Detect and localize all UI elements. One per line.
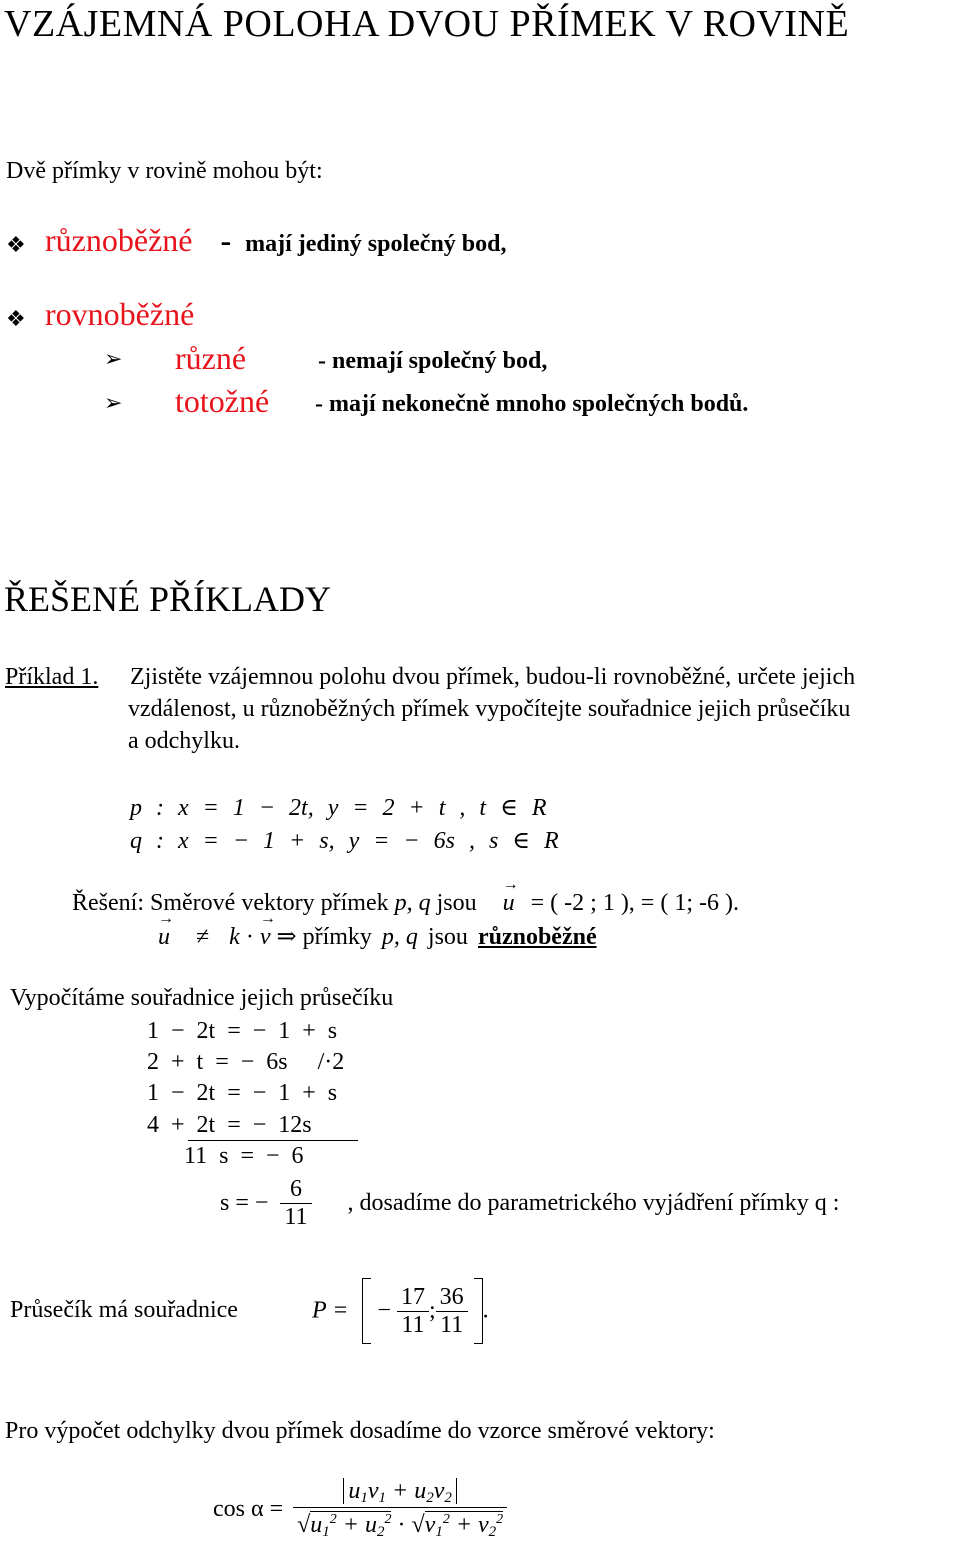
left-bracket	[362, 1278, 371, 1344]
point-y-numerator: 36	[436, 1284, 468, 1312]
desc-different: - nemají společný bod,	[318, 348, 548, 374]
vector-v: → v	[260, 924, 271, 951]
term-parallel: rovnoběžné	[45, 296, 195, 332]
term-different: různé	[175, 340, 247, 376]
term-identical: totožné	[175, 383, 270, 419]
case-dash: -	[220, 222, 232, 258]
arrow-bullet-icon: ➢	[104, 390, 123, 415]
example-label: Příklad 1.	[5, 664, 99, 690]
term-intersecting: různoběžné	[45, 222, 193, 258]
s-denominator: 11	[284, 1204, 308, 1230]
point-x-numerator: 17	[397, 1284, 429, 1312]
intersection-point	[312, 1278, 489, 1344]
vector-u: → u	[158, 924, 170, 951]
arrow-bullet-icon: ➢	[104, 346, 123, 371]
intro-text: Dvě přímky v rovině mohou být:	[6, 158, 323, 184]
primky-text: přímky	[302, 924, 372, 950]
case-desc-intersecting: mají jediný společný bod,	[245, 231, 507, 257]
calc-row-5: 11 s = − 6	[184, 1143, 304, 1169]
calc-row-4: 4 + 2t = − 12s	[147, 1112, 312, 1138]
s-comment: , dosadíme do parametrického vyjádření přímky q :	[347, 1190, 840, 1216]
lines-pq: p, q	[381, 924, 418, 950]
solution-jsou: jsou	[436, 890, 477, 916]
point-y-fraction	[436, 1284, 468, 1339]
cos-formula	[213, 1478, 507, 1541]
desc-identical: - mají nekonečně mnoho společných bodů.	[315, 391, 749, 417]
calc-row-1: 1 − 2t = − 1 + s	[147, 1018, 338, 1044]
point-end: .	[482, 1297, 489, 1324]
right-bracket	[474, 1278, 483, 1344]
example-text-line3: a odchylku.	[128, 728, 240, 754]
conclusion-result: různoběžné	[477, 924, 597, 950]
conclusion-jsou: jsou	[427, 924, 468, 950]
calc-row-2	[147, 1049, 344, 1076]
example-text-line1: Zjistěte vzájemnou polohu dvou přímek, budou-li rovnoběžné, určete jejich	[130, 664, 856, 690]
point-separator: ;	[428, 1297, 436, 1324]
cos-numerator: $u_1v_1 + u_2v_2$	[293, 1478, 507, 1508]
point-lhs: P =	[312, 1297, 349, 1324]
equation-line-q: q : x = − 1 + s, y = − 6s , s ∈ R	[130, 828, 559, 854]
angle-intro: Pro výpočet odchylky dvou přímek dosadíme do vzorce směrové vektory:	[5, 1418, 715, 1444]
diamond-bullet-icon: ❖	[6, 306, 26, 331]
lines-pq: p, q	[394, 890, 431, 916]
not-equal-symbol: ≠	[196, 924, 210, 950]
vector-u: → u	[503, 890, 515, 917]
solution-text: Směrové vektory přímek	[150, 890, 389, 916]
intersection-label: Průsečík má souřadnice	[10, 1297, 238, 1323]
vector-values: = ( -2 ; 1 ), = ( 1; -6 ).	[530, 890, 739, 916]
equation-line-p: p : x = 1 − 2t, y = 2 + t , t ∈ R	[130, 795, 547, 821]
section-heading: ŘEŠENÉ PŘÍKLADY	[4, 579, 332, 619]
case-item-intersecting	[45, 222, 507, 259]
solution-label: Řešení:	[72, 890, 144, 916]
point-y-denominator: 11	[440, 1311, 464, 1338]
s-fraction	[280, 1176, 311, 1231]
example-text-line2: vzdálenost, u různoběžných přímek vypočítejte souřadnice jejich průsečíku	[128, 696, 851, 722]
point-x-fraction	[397, 1284, 429, 1339]
s-lhs: s = −	[220, 1190, 269, 1216]
s-numerator: 6	[280, 1176, 311, 1204]
calc-row-2-note: /·2	[317, 1049, 345, 1075]
calc-row-3: 1 − 2t = − 1 + s	[147, 1080, 338, 1106]
calc-intro: Vypočítáme souřadnice jejich průsečíku	[10, 985, 394, 1011]
cos-fraction	[293, 1478, 507, 1541]
s-result	[220, 1176, 839, 1231]
dot-symbol: ·	[245, 924, 254, 950]
calc-row-2-eq: 2 + t = − 6s	[147, 1049, 288, 1075]
cos-lhs: cos α =	[213, 1496, 284, 1522]
implies-symbol: ⇒	[276, 924, 297, 950]
calc-divider	[188, 1140, 358, 1141]
cos-denominator: $√u_1^2 + u_2^2 \cdot √v_1^2 + v_2^2$	[297, 1512, 504, 1540]
page-title: VZÁJEMNÁ POLOHA DVOU PŘÍMEK V ROVINĚ	[4, 3, 850, 45]
diamond-bullet-icon: ❖	[6, 232, 26, 257]
minus-sign: −	[377, 1297, 391, 1324]
point-x-denominator: 11	[401, 1311, 425, 1338]
scalar-k: k	[229, 924, 240, 950]
conclusion-line	[158, 922, 597, 951]
